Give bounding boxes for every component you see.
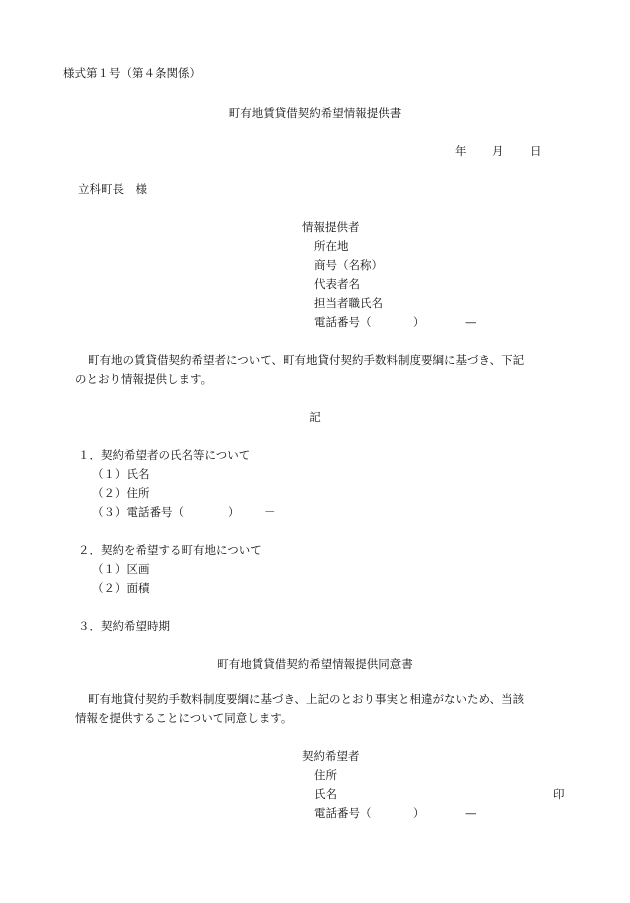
section-2-item-area: （２）面積 [92,581,150,595]
section-1-phone-close: ） [228,505,240,519]
section-2-heading: ２．契約を希望する町有地について [78,543,262,557]
form-number: 様式第１号（第４条関係） [63,66,201,80]
consent-line-1: 町有地貸付契約手数料制度要綱に基づき、上記のとおり事実と相違がないため、当該 [88,692,525,706]
applicant-heading: 契約希望者 [302,749,360,763]
section-2-item-plot: （１）区画 [92,562,150,576]
applicant-phone-dash: — [465,806,477,820]
intro-line-1: 町有地の賃貸借契約希望者について、町有地貸付契約手数料制度要綱に基づき、下記 [88,353,525,367]
applicant-phone-close: ） [413,806,425,820]
section-3-heading: ３．契約希望時期 [78,619,170,633]
date-year: 年 [455,144,467,158]
section-1-item-name: （１）氏名 [92,467,150,481]
provider-representative-label: 代表者名 [314,277,360,291]
applicant-address-label: 住所 [314,768,337,782]
applicant-name-label: 氏名 [314,787,337,801]
consent-line-2: 情報を提供することについて同意します。 [75,711,293,725]
section-1-item-phone: （３）電話番号（ [92,505,184,519]
consent-title: 町有地賃貸借契約希望情報提供同意書 [217,657,413,671]
provider-heading: 情報提供者 [302,220,360,234]
seal-mark: 印 [553,787,565,801]
document-title: 町有地賃貸借契約希望情報提供書 [228,106,402,120]
date-month: 月 [492,144,504,158]
provider-phone-dash: — [465,315,477,329]
addressee: 立科町長 様 [78,182,147,196]
section-1-heading: １．契約希望者の氏名等について [78,448,251,462]
intro-line-2: のとおり情報提供します。 [75,372,213,386]
date-day: 日 [530,144,542,158]
applicant-phone-label: 電話番号（ [314,806,372,820]
provider-address-label: 所在地 [314,239,349,253]
provider-contact-person-label: 担当者職氏名 [314,296,383,310]
provider-trade-name-label: 商号（名称） [314,258,383,272]
section-1-item-address: （２）住所 [92,486,150,500]
ki-mark: 記 [309,410,321,424]
provider-phone-close: ） [413,315,425,329]
provider-phone-label: 電話番号（ [314,315,372,329]
section-1-phone-dash: － [264,505,276,519]
